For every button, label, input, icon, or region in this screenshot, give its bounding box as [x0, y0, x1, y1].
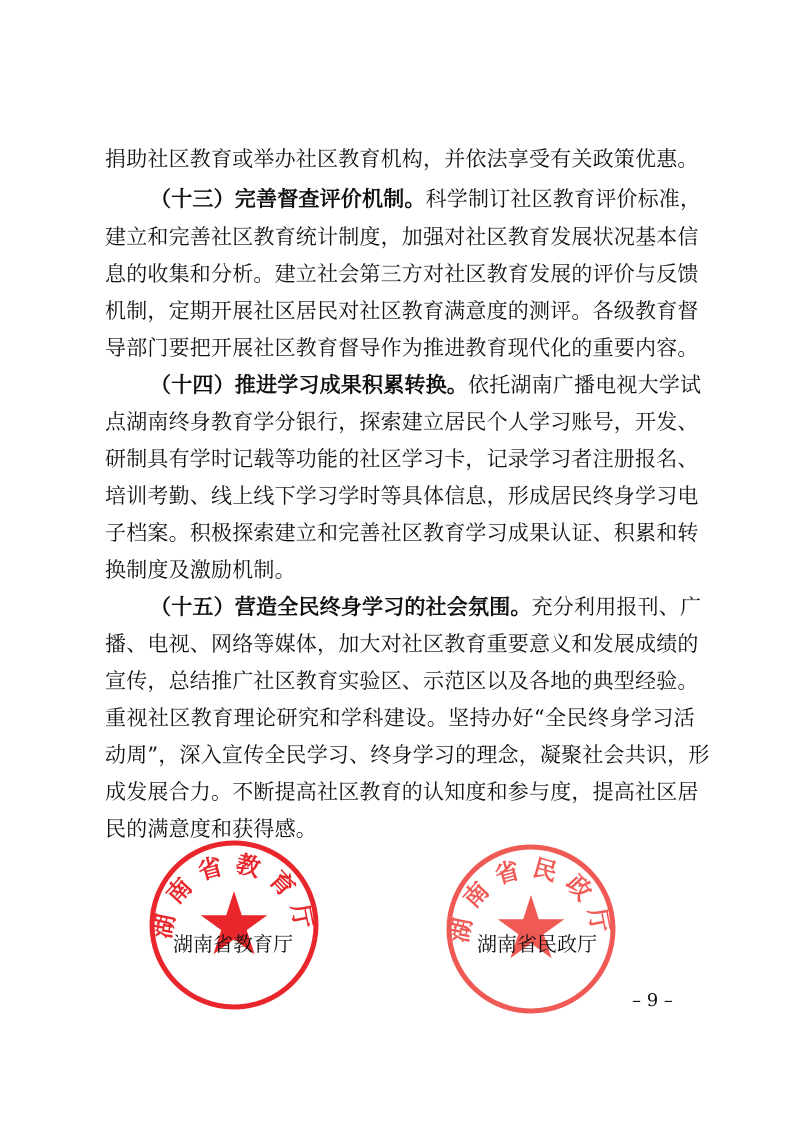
paragraph-13-line [150, 181, 702, 217]
paragraph-line: 息的收集和分析。建立社会第三方对社区教育发展的评价与反馈 [105, 262, 699, 286]
civil-affairs-department-seal [442, 840, 620, 1018]
paragraph-line: 动周”，深入宣传全民学习、终身学习的理念，凝聚社会共识，形 [105, 743, 710, 767]
paragraph-line: 导部门要把开展社区教育督导作为推进教育现代化的重要内容。 [105, 336, 699, 360]
paragraph-14-line [150, 367, 702, 403]
paragraph-text: 科学制订社区教育评价标准， [425, 187, 702, 211]
paragraph-text: 充分利用报刊、广 [531, 595, 702, 619]
section-13-heading: （十三）完善督查评价机制。 [150, 187, 426, 211]
paragraph-15-line [150, 589, 702, 625]
signatory-civil-affairs-department: 湖南省民政厅 [477, 932, 597, 956]
seal-text: 湖南省教育厅 [147, 848, 321, 941]
seal-text: 湖南省民政厅 [444, 852, 618, 945]
paragraph-text: 依托湖南广播电视大学试 [468, 373, 702, 397]
paragraph-line: 研制具有学时记载等功能的社区学习卡，记录学习者注册报名、 [105, 447, 699, 471]
paragraph-line: 民的满意度和获得感。 [105, 817, 317, 841]
section-15-heading: （十五）营造全民终身学习的社会氛围。 [150, 595, 532, 619]
paragraph-line: 机制，定期开展社区居民对社区教育满意度的测评。各级教育督 [105, 299, 699, 323]
paragraph-line: 重视社区教育理论研究和学科建设。坚持办好“全民终身学习活 [105, 706, 695, 730]
paragraph-line: 成发展合力。不断提高社区教育的认知度和参与度，提高社区居 [105, 780, 699, 804]
paragraph-line: 建立和完善社区教育统计制度，加强对社区教育发展状况基本信 [105, 225, 699, 249]
paragraph-line: 宣传，总结推广社区教育实验区、示范区以及各地的典型经验。 [105, 669, 699, 693]
education-department-seal [145, 836, 323, 1014]
paragraph-line: 子档案。积极探索建立和完善社区教育学习成果认证、积累和转 [105, 521, 699, 545]
paragraph-line: 培训考勤、线上线下学习学时等具体信息，形成居民终身学习电 [105, 484, 699, 508]
paragraph-line: 换制度及激励机制。 [105, 558, 296, 582]
paragraph-line: 捐助社区教育或举办社区教育机构，并依法享受有关政策优惠。 [105, 147, 699, 171]
page-number: – 9 – [632, 990, 673, 1011]
section-14-heading: （十四）推进学习成果积累转换。 [150, 373, 468, 397]
paragraph-line: 播、电视、网络等媒体，加大对社区教育重要意义和发展成绩的 [105, 632, 699, 656]
paragraph-line: 点湖南终身教育学分银行，探索建立居民个人学习账号，开发、 [105, 410, 699, 434]
signatory-education-department: 湖南省教育厅 [173, 932, 293, 956]
